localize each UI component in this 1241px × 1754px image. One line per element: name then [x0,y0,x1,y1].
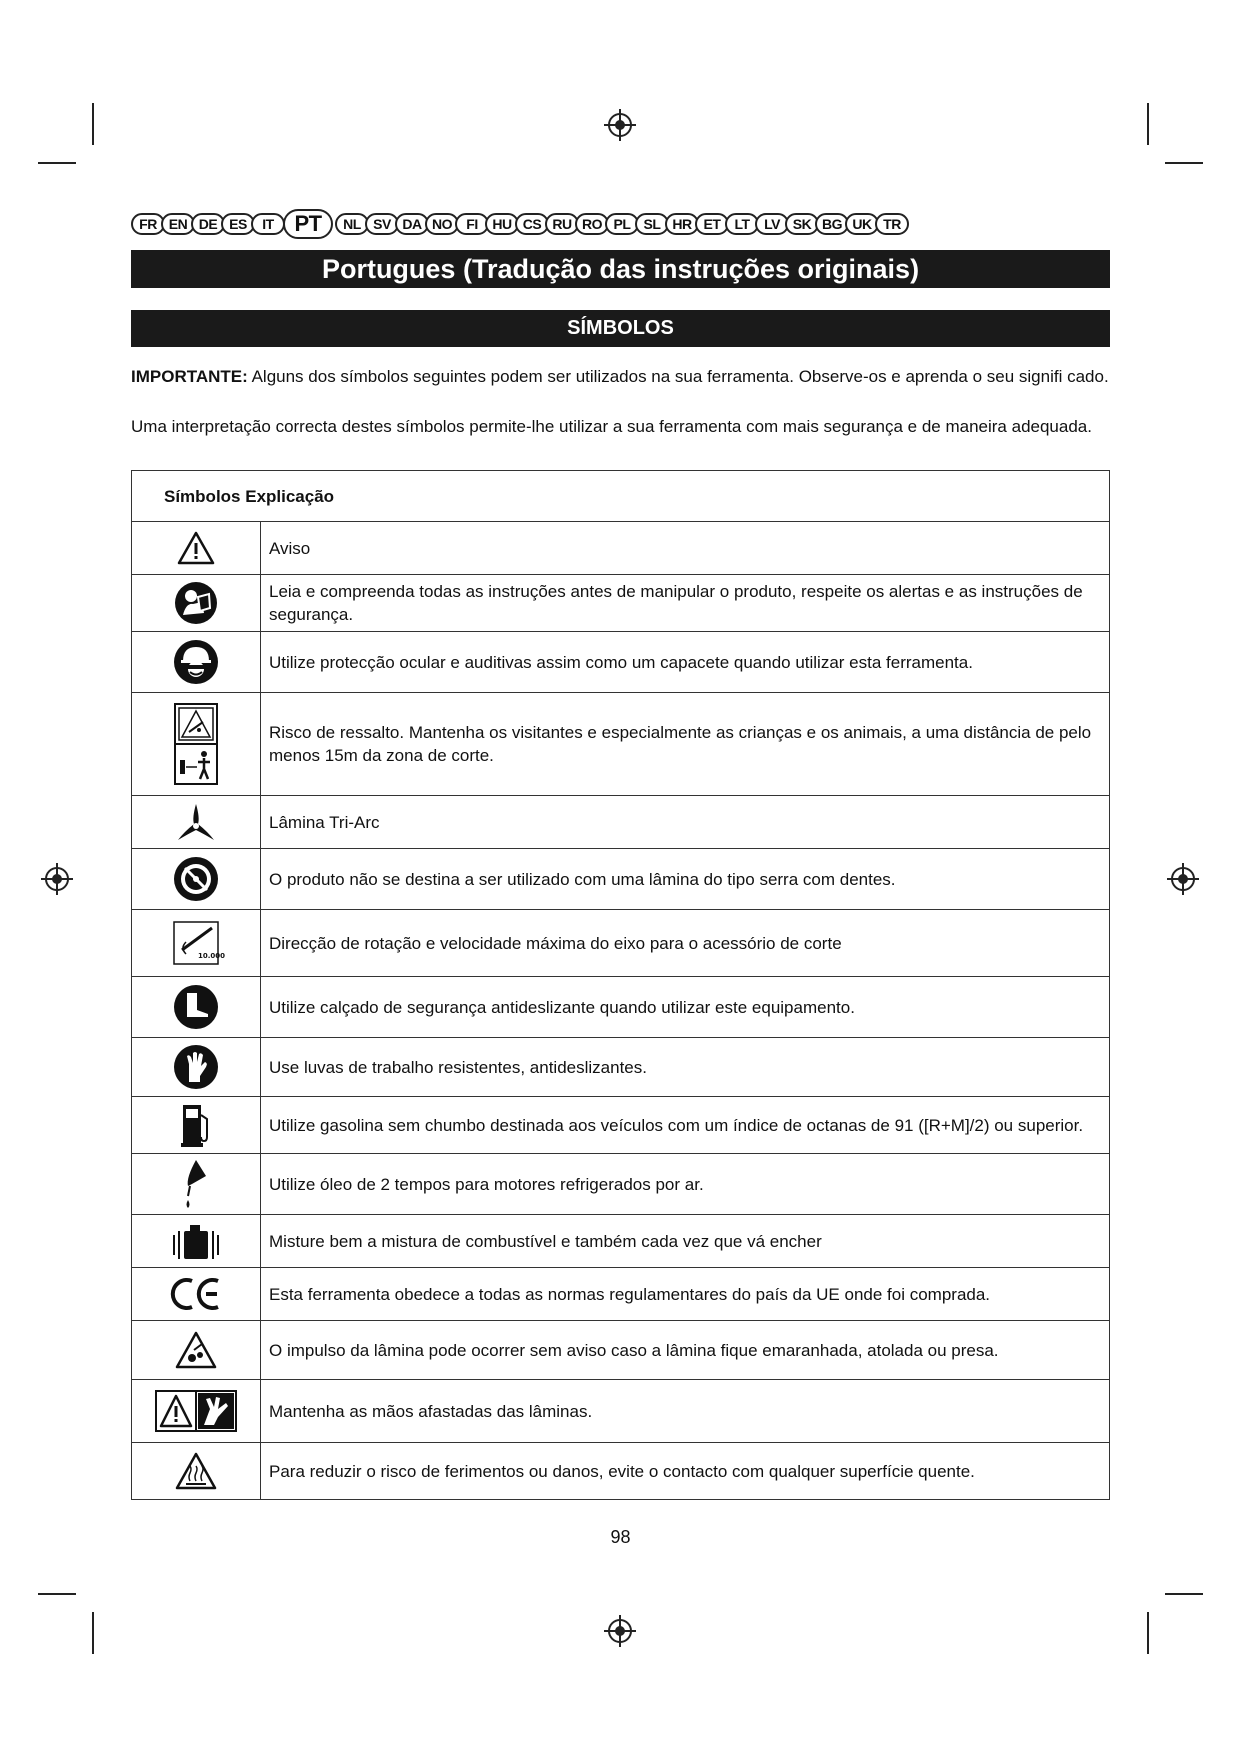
explanation-cell: Leia e compreenda todas as instruções antes de manipular o produto, respeite os alertas e as instruções de segurança. [261,575,1110,632]
language-badge-de: DE [191,213,225,235]
language-badge-et: ET [695,213,729,235]
page-number: 98 [610,1527,631,1547]
symbol-cell [132,796,261,849]
page-title: Portugues (Tradução das instruções originais) [131,250,1110,288]
table-row [132,1380,1110,1443]
language-badge-sk: SK [785,213,819,235]
language-badge-en: EN [161,213,195,235]
explanation-cell: Use luvas de trabalho resistentes, antideslizantes. [261,1038,1110,1097]
language-badge-no: NO [425,213,459,235]
section-title: SÍMBOLOS [131,310,1110,347]
explanation-cell: Direcção de rotação e velocidade máxima do eixo para o acessório de corte [261,910,1110,977]
important-text: Alguns dos símbolos seguintes podem ser utilizados na sua ferramenta. Observe-os e aprenda o seu signifi cado. [247,367,1109,386]
table-row [132,1215,1110,1268]
table-row [132,1038,1110,1097]
language-badge-lt: LT [725,213,759,235]
table-row [132,1154,1110,1215]
crop-mark [1165,162,1203,164]
read-manual-icon [174,581,218,625]
crop-mark [92,103,94,145]
crop-mark [92,1612,94,1654]
table-row [132,575,1110,632]
protective-equipment-icon [173,639,219,685]
explanation-cell: O produto não se destina a ser utilizado com uma lâmina do tipo serra com dentes. [261,849,1110,910]
crop-mark [1147,1612,1149,1654]
language-badge-ro: RO [575,213,609,235]
language-badge-bg: BG [815,213,849,235]
language-badge-fi: FI [455,213,489,235]
language-badge-es: ES [221,213,255,235]
explanation-cell: O impulso da lâmina pode ocorrer sem aviso caso a lâmina fique emaranhada, atolada ou presa. [261,1321,1110,1380]
explanation-cell: Utilize protecção ocular e auditivas assim como um capacete quando utilizar esta ferramenta. [261,632,1110,693]
language-badge-hu: HU [485,213,519,235]
table-row [132,1443,1110,1500]
table-row [132,977,1110,1038]
registration-mark-icon [603,108,637,142]
symbol-cell [132,1443,261,1500]
symbol-cell [132,1097,261,1154]
explanation-cell: Risco de ressalto. Mantenha os visitantes e especialmente as crianças e os animais, a uma distância de pelo menos 15m da zona de corte. [261,693,1110,796]
language-badge-nl: NL [335,213,369,235]
crop-mark [1165,1593,1203,1595]
language-badge-da: DA [395,213,429,235]
svg-text:10.000: 10.000 [198,952,226,960]
table-row [132,1268,1110,1321]
symbol-cell [132,977,261,1038]
explanation-cell: Utilize calçado de segurança antideslizante quando utilizar este equipamento. [261,977,1110,1038]
explanation-cell: Misture bem a mistura de combustível e também cada vez que vá encher [261,1215,1110,1268]
warning-triangle-icon [176,530,216,566]
symbol-cell [132,1038,261,1097]
symbol-cell [132,575,261,632]
language-badge-ru: RU [545,213,579,235]
language-badge-lv: LV [755,213,789,235]
table-row [132,632,1110,693]
tri-arc-blade-icon [174,802,218,842]
language-badge-pt: PT [283,209,333,239]
symbol-cell [132,693,261,796]
safety-boots-icon [173,984,219,1030]
symbol-cell [132,522,261,575]
oil-drop-icon [178,1156,214,1212]
symbol-cell [132,632,261,693]
symbol-cell [132,1380,261,1443]
rotation-speed-icon [172,920,226,966]
registration-mark-icon [603,1614,637,1648]
language-badge-sl: SL [635,213,669,235]
kickback-distance-icon [173,702,219,786]
symbols-table [131,470,1110,1500]
important-paragraph [131,366,1110,387]
crop-mark [38,162,76,164]
language-badge-tr: TR [875,213,909,235]
table-header: Símbolos Explicação [132,471,1110,522]
table-row [132,693,1110,796]
important-label: IMPORTANTE: [131,367,248,386]
explanation-cell: Lâmina Tri-Arc [261,796,1110,849]
language-badge-uk: UK [845,213,879,235]
no-saw-blade-icon [173,856,219,902]
symbol-cell [132,1154,261,1215]
explanation-cell: Esta ferramenta obedece a todas as normas regulamentares do país da UE onde foi comprada. [261,1268,1110,1321]
symbol-cell [132,849,261,910]
table-row [132,910,1110,977]
explanation-cell: Utilize gasolina sem chumbo destinada aos veículos com um índice de octanas de 91 ([R+M]/2) ou superior. [261,1097,1110,1154]
explanation-cell: Aviso [261,522,1110,575]
gloves-icon [173,1044,219,1090]
language-bar [131,209,1111,239]
registration-mark-icon [40,862,74,896]
language-badge-it: IT [251,213,285,235]
hot-surface-icon [174,1451,218,1491]
language-badge-pl: PL [605,213,639,235]
blade-thrust-icon [174,1330,218,1370]
crop-mark [38,1593,76,1595]
language-badge-hr: HR [665,213,699,235]
language-badge-sv: SV [365,213,399,235]
keep-hands-away-icon [154,1389,238,1433]
table-row [132,1097,1110,1154]
explanation-cell: Mantenha as mãos afastadas das lâminas. [261,1380,1110,1443]
shake-canister-icon [166,1219,226,1263]
explanation-cell: Utilize óleo de 2 tempos para motores refrigerados por ar. [261,1154,1110,1215]
table-header-row [132,471,1110,522]
registration-mark-icon [1166,862,1200,896]
symbol-cell [132,1215,261,1268]
table-row [132,1321,1110,1380]
symbol-cell [132,1321,261,1380]
symbol-cell [132,910,261,977]
intro-paragraph: Uma interpretação correcta destes símbolos permite-lhe utilizar a sua ferramenta com mais segurança e de maneira adequada. [131,417,1092,436]
crop-mark [1147,103,1149,145]
table-row [132,796,1110,849]
table-row [132,522,1110,575]
table-row [132,849,1110,910]
symbol-cell [132,1268,261,1321]
fuel-pump-icon [178,1101,214,1149]
explanation-cell: Para reduzir o risco de ferimentos ou danos, evite o contacto com qualquer superfície quente. [261,1443,1110,1500]
ce-mark-icon [168,1274,224,1314]
language-badge-fr: FR [131,213,165,235]
language-badge-cs: CS [515,213,549,235]
